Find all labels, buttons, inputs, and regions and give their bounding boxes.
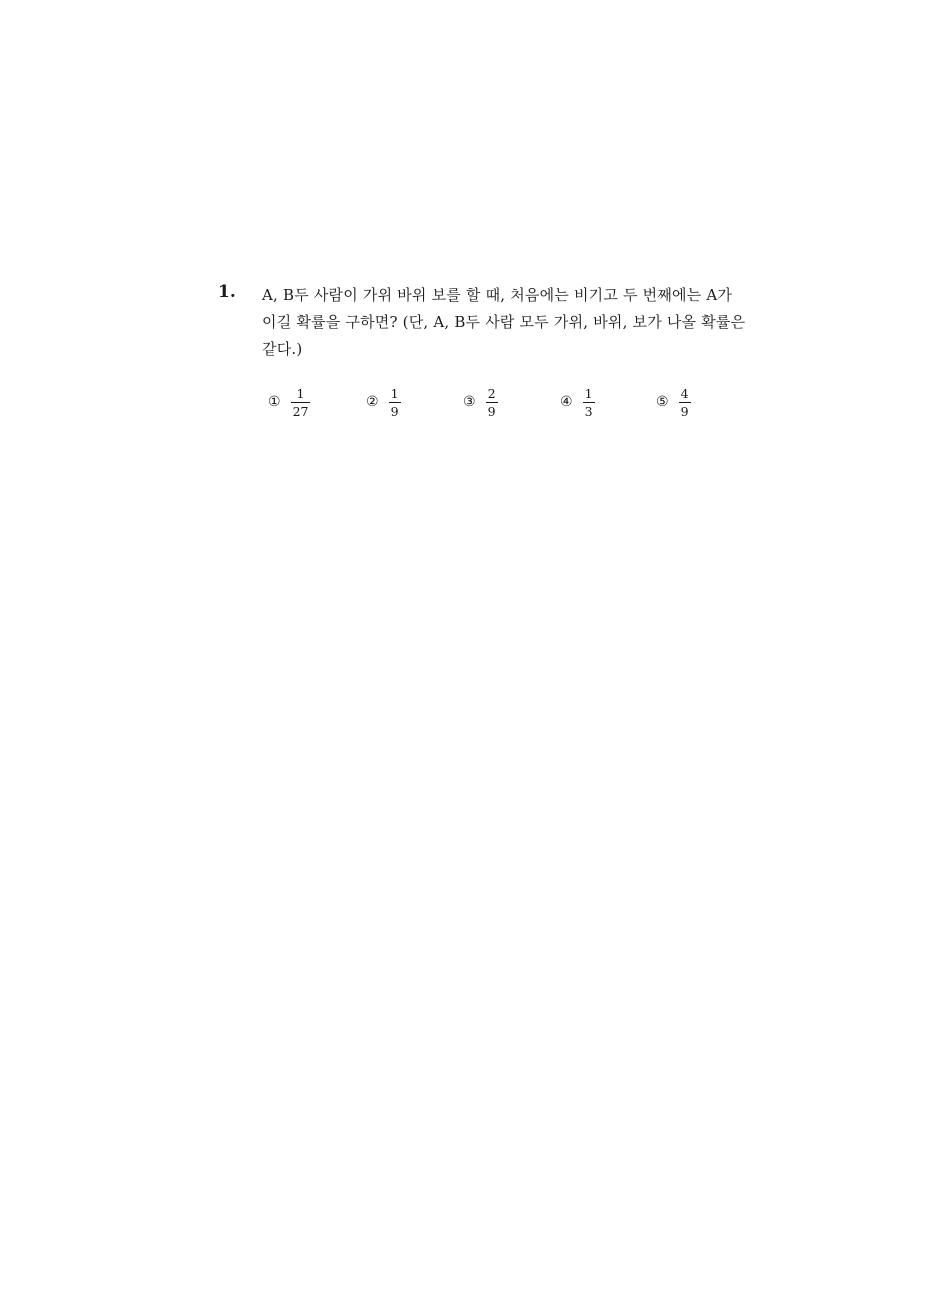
fraction-numerator: 1 [390,385,399,401]
answer-choices [268,382,748,422]
fraction-denominator: 3 [584,403,593,419]
choice-marker: ③ [463,394,476,410]
fraction [389,386,401,419]
choice-3[interactable] [463,382,498,422]
fraction-numerator: 2 [487,385,496,401]
question-line: 이길 확률을 구하면? (단, A, B두 사람 모두 가위, 바위, 보가 나올 확률은 [262,313,746,331]
fraction-denominator: 27 [292,403,309,419]
fraction-denominator: 9 [390,403,399,419]
fraction-numerator: 1 [584,385,593,401]
question-line: A, B두 사람이 가위 바위 보를 할 때, 처음에는 비기고 두 번째에는 A가 [262,286,733,304]
question-text [262,282,762,363]
fraction-denominator: 9 [487,403,496,419]
fraction [291,386,311,419]
fraction [486,386,498,419]
choice-4[interactable] [560,382,595,422]
choice-marker: ⑤ [656,394,669,410]
fraction-numerator: 4 [680,385,689,401]
fraction-numerator: 1 [296,385,305,401]
choice-1[interactable] [268,382,310,422]
choice-5[interactable] [656,382,691,422]
choice-marker: ② [366,394,379,410]
fraction-denominator: 9 [680,403,689,419]
fraction [679,386,691,419]
question-number: 1. [218,282,236,302]
choice-2[interactable] [366,382,401,422]
choice-marker: ④ [560,394,573,410]
question-line: 같다.) [262,340,303,358]
choice-marker: ① [268,394,281,410]
fraction [583,386,595,419]
